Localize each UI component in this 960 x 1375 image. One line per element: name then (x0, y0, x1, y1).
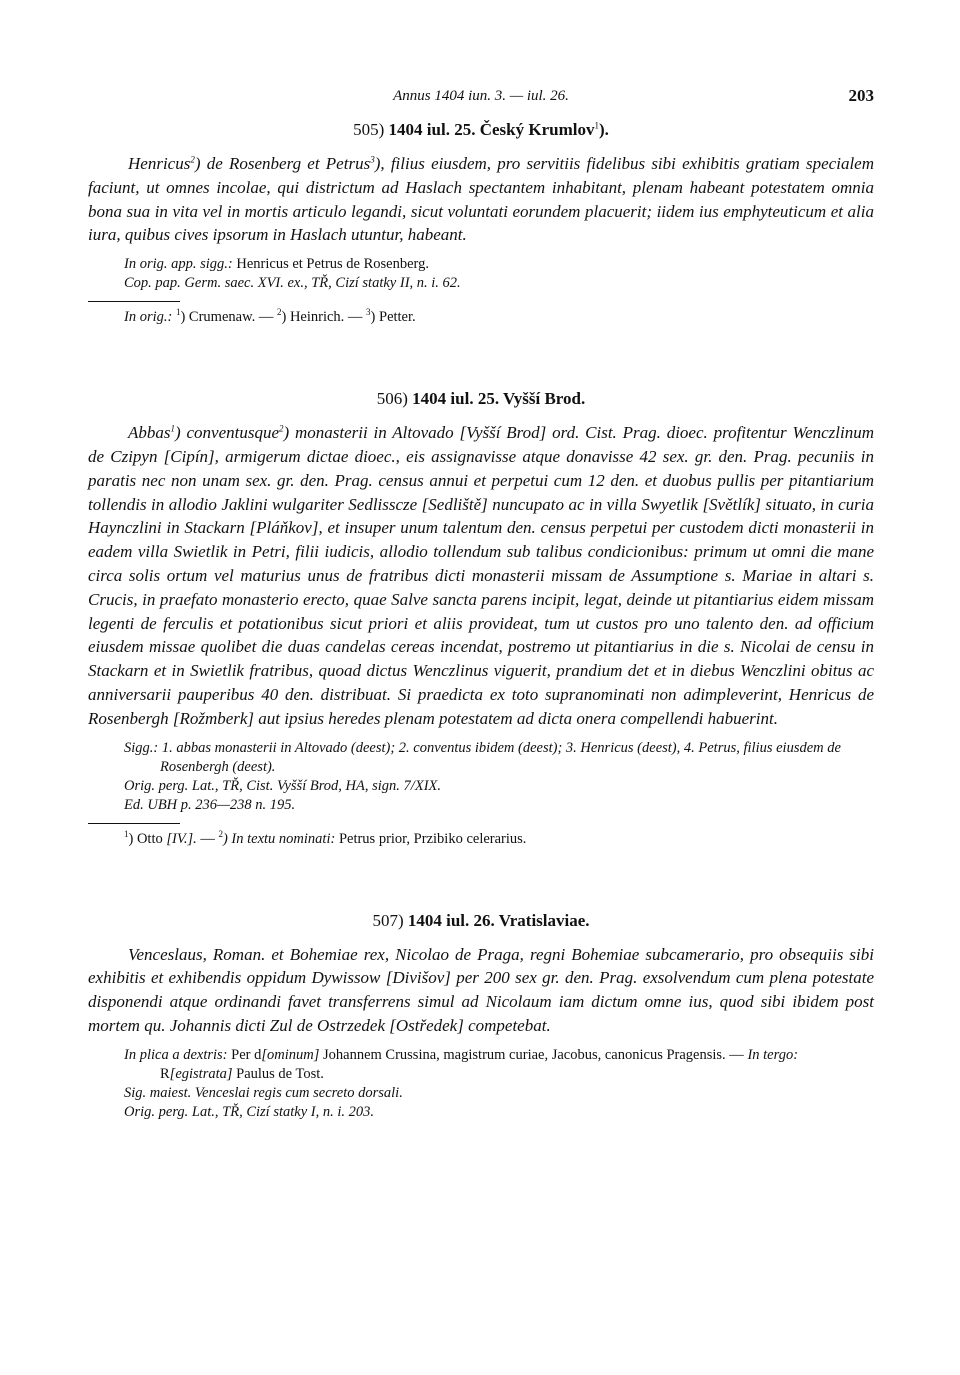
footnote-text: — (196, 830, 219, 847)
footnote-sup: 2 (218, 828, 223, 839)
footnote-text: ) Crumenaw. — (180, 309, 277, 326)
page (88, 84, 874, 1122)
doc-505-number: 505) (353, 120, 389, 139)
regest-text: Abbas (128, 423, 171, 443)
doc-505-footnotes (88, 308, 874, 327)
note-line: Orig. perg. Lat., TŘ, Cizí statky I, n. i. 203. (124, 1103, 374, 1120)
footnote-ref: 2 (190, 154, 195, 165)
note-line: Sigg.: 1. abbas monasterii in Altovado (deest); 2. conventus ibidem (deest); 3. Henricus (deest), 4. Petrus, filius eiusdem de Rosenbergh (deest). (124, 739, 841, 775)
regest-text: Henricus (128, 154, 191, 173)
note-text: Johannem Crussina, magistrum curiae, Jacobus, canonicus Pragensis. — (319, 1046, 748, 1063)
doc-505-place: Český Krumlov (475, 120, 595, 139)
doc-506-notes (88, 739, 874, 815)
doc-505-notes (88, 255, 874, 293)
note-text: Paulus de Tost. (232, 1065, 324, 1082)
note-line (124, 255, 874, 274)
footnote-sup: 2 (276, 307, 282, 318)
note-line: Orig. perg. Lat., TŘ, Cist. Vyšší Brod, HA, sign. 7/XIX. (124, 777, 442, 794)
footnote-sup: 3 (366, 307, 371, 318)
note-label: In plica a dextris: (124, 1046, 228, 1063)
doc-506-place: Vyšší Brod. (499, 389, 586, 409)
doc-505-place-close: ). (598, 120, 609, 139)
footnote-ref: 1 (170, 423, 175, 434)
doc-507-date: 1404 iul. 26. (407, 910, 495, 930)
doc-507-regest: Venceslaus, Roman. et Bohemiae rex, Nicolao de Praga, regni Bohemiae subcamerario, pro obsequiis sibi exhibitis et exhibendis oppidum Dywissow [Divišov] per 200 sex gr. den. Prag. exsolvendum cum plena potestate disponendi atque ordinandi favet transferrens simul ad Nicolaum iam dictum omne ius, quod sibi ibidem post mortem qu. Johannis dicti Zul de Ostrzedek [Ostředek] competebat. (88, 944, 874, 1035)
footnote-label: ) In textu nominati: (222, 830, 336, 847)
footnote-text: [IV.]. (166, 830, 197, 847)
page-number: 203 (848, 86, 874, 105)
note-label: In tergo: (747, 1046, 799, 1063)
doc-505-place-sup: 1 (594, 120, 599, 131)
footnote-sup: 1 (175, 307, 181, 318)
note-line (124, 1046, 874, 1084)
doc-505-heading (88, 118, 874, 142)
regest-text: ) conventusque (175, 423, 280, 443)
note-text: [ominum] (261, 1046, 320, 1063)
footnote-sup: 1 (124, 828, 129, 839)
running-head (88, 84, 874, 108)
regest-text: ) monasterii in Altovado [Vyšší Brod] ord. Cist. Prag. dioec. profitentur Wenczlinum de Czipyn [Cipín], armigerum dictae dioec., eis assignavisse atque donavisse 42 sex. gr. den. Prag. pecuniis in paratis nec non unam sex. gr. den. Prag. census annui et perpetui cum 12 den. et duobus pullis per pitantiarium tollendis in allodio Jaklini wulgariter Sedlissсze [Sedliště] nuncupato ac in villa Swyetlik [Světlík] situato, in curia Haynczlini in Stackarn [Pláňkov], et insuper unum talentum den. census perpetui per custodem dicti monasterii in eadem villa Swietlik in Petri, filii iudicis, allodio tollendum sub talibus condicionibus: primum ut omni die mane circa solis ortum vel maturius unus de fratribus dicti monasterii missam de Assumptione s. Mariae in altari s. Crucis, in praefato monasterio erecto, quae Salve sancta parens incipit, legat, deinde ut pitantiarius eidem missam legenti de ferculis et potationibus sicut priori et aliis provideat, tum ut custos pro uno talento den. ad officium eiusdem missae quolibet die duas candelas cereas incendat, postremo ut pitantiarius in die s. Nicolai de censu in Stackarn et in Swietlik fratribus, quoad dictus Wenczlinus viguerit, prandium det et in diebus Wenczlini obitus ac anniversarii pauperibus 40 den. distribuat. Si praedicta ex toto supranominati non adimpleverint, Henricus de Rosenbergh [Rožmberk] aut ipsius heredes plenam potestatem ad dicta onera compellendi habuerint. (88, 423, 874, 728)
running-title: Annus 1404 iun. 3. — iul. 26. (393, 88, 569, 104)
footnote-rule (88, 301, 180, 302)
footnote-text: ) Petter. (370, 309, 416, 326)
doc-507-place: Vratislaviae. (494, 910, 590, 930)
note-text: Henricus et Petrus de Rosenberg. (232, 256, 429, 273)
note-line: Sig. maiest. Venceslai regis cum secreto dorsali. (124, 1084, 403, 1101)
regest-text: ) de Rosenberg et Petrus (194, 154, 371, 173)
note-text: [egistrata] (169, 1065, 233, 1082)
doc-506-number: 506) (376, 389, 413, 409)
doc-505-regest (88, 152, 874, 247)
footnote-ref: 2 (279, 423, 284, 434)
note-text: Per d (227, 1046, 262, 1063)
doc-507-heading (88, 909, 874, 933)
doc-506-footnotes (88, 830, 874, 849)
doc-507-notes (88, 1046, 874, 1122)
doc-506-regest (88, 421, 874, 730)
note-line: Ed. UBH p. 236—238 n. 195. (124, 796, 296, 813)
footnote-label: In orig.: (124, 309, 173, 326)
footnote-text: ) Heinrich. — (281, 309, 367, 326)
doc-505-date: 1404 iul. 25. (388, 120, 476, 139)
note-label: In orig. app. sigg.: (124, 256, 233, 273)
footnote-ref: 3 (370, 154, 375, 165)
doc-506-heading (88, 387, 874, 411)
regest-text: ), filius eiusdem, pro servitiis fidelibus sibi exhibitis gratiam specialem faciunt, ut omnes incolae, qui districtum ad Haslach spectantem inhabitant, plenam habeant potestatem omnia bona sua in vita vel in mortis articulo legandi, sicut voluntati eorundem placuerit; iidem ius emphyteuticum et alia iura, quibus cives ipsorum in Haslach utuntur, habeant. (88, 154, 874, 245)
doc-506-date: 1404 iul. 25. (412, 389, 500, 409)
footnote-text: ) Otto (128, 830, 167, 847)
footnote-rule (88, 823, 180, 824)
note-text: R (160, 1065, 170, 1082)
footnote-text: Petrus prior, Przibiko celerarius. (335, 830, 527, 847)
doc-507-number: 507) (372, 910, 408, 930)
note-line: Cop. pap. Germ. saec. XVI. ex., TŘ, Cizí statky II, n. i. 62. (124, 275, 461, 292)
